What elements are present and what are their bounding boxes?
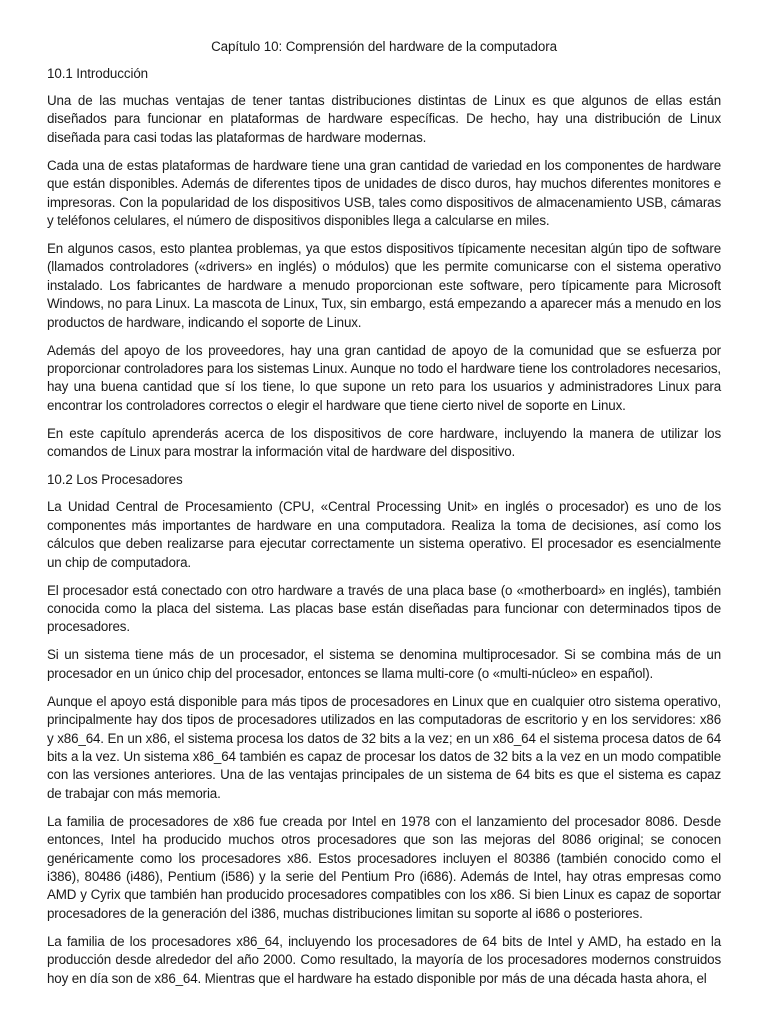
paragraph: Si un sistema tiene más de un procesador, el sistema se denomina multiprocesador. Si se combina más de un procesador en un único chip del procesador, entonces se llama multi-core (o «multi-núcleo» en español).: [47, 647, 721, 681]
paragraph: En este capítulo aprenderás acerca de los dispositivos de core hardware, incluyendo la manera de utilizar los comandos de Linux para mostrar la información vital de hardware del dispositivo.: [47, 425, 721, 460]
chapter-title: Capítulo 10: Comprensión del hardware de la computadora: [211, 39, 557, 54]
paragraph: Una de las muchas ventajas de tener tantas distribuciones distintas de Linux es que algunos de ellas están diseñados para funcionar en plataformas de hardware específicas. De hecho, hay una distribución de Linux diseñada para casi todas las plataformas de hardware modernas.: [47, 93, 721, 145]
document-page: [47, 38, 721, 998]
paragraph: El procesador está conectado con otro hardware a través de una placa base (o «motherboard» en inglés), también conocida como la placa del sistema. Las placas base están diseñadas para funcionar con determinados tipos de procesadores.: [47, 582, 721, 635]
paragraph: La familia de los procesadores x86_64, incluyendo los procesadores de 64 bits de Intel y AMD, ha estado en la producción desde alrededor del año 2000. Como resultado, la mayoría de los procesadores modernos construidos hoy en día son de x86_64. Mientras que el hardware ha estado disponible por más de una década hasta ahora, el: [47, 933, 721, 986]
paragraph: En algunos casos, esto plantea problemas, ya que estos dispositivos típicamente necesitan algún tipo de software (llamados controladores («drivers» en inglés) o módulos) que les permite comunicarse con el sistema operativo instalado. Los fabricantes de hardware a menudo proporcionan este software, pero típicamente para Microsoft Windows, no para Linux. La mascota de Linux, Tux, sin embargo, está empezando a aparecer más a menudo en los productos de hardware, indicando el soporte de Linux.: [47, 241, 721, 330]
section-heading-introduccion: 10.1 Introducción: [47, 66, 149, 81]
paragraph: Además del apoyo de los proveedores, hay una gran cantidad de apoyo de la comunidad que se esfuerza por proporcionar controladores para los sistemas Linux. Aunque no todo el hardware tiene los controladores necesarios, hay una buena cantidad que sí los tiene, lo que supone un reto para los usuarios y administradores Linux para encontrar los controladores correctos o elegir el hardware que tiene cierto nivel de soporte en Linux.: [47, 342, 721, 413]
paragraph: La familia de procesadores de x86 fue creada por Intel en 1978 con el lanzamiento del procesador 8086. Desde entonces, Intel ha producido muchos otros procesadores que son las mejoras del 8086 original; se conocen genéricamente como los procesadores x86. Estos procesadores incluyen el 80386 (también conocido como el i386), 80486 (i486), Pentium (i586) y la serie del Pentium Pro (i686). Además de Intel, hay otras empresas como AMD y Cyrix que también han producido procesadores compatibles con los x86. Si bien Linux es capaz de soportar procesadores de la generación del i386, muchas distribuciones limitan su soporte al i686 o posteriores.: [47, 813, 721, 921]
paragraph: La Unidad Central de Procesamiento (CPU, «Central Processing Unit» en inglés o procesador) es uno de los componentes más importantes de hardware en una computadora. Realiza la toma de decisiones, así como los cálculos que deben realizarse para ejecutar correctamente un sistema operativo. El procesador es esencialmente un chip de computadora.: [47, 499, 721, 570]
paragraph: Cada una de estas plataformas de hardware tiene una gran cantidad de variedad en los componentes de hardware que están disponibles. Además de diferentes tipos de unidades de disco duros, hay muchos diferentes monitores e impresoras. Con la popularidad de los dispositivos USB, tales como dispositivos de almacenamiento USB, cámaras y teléfonos celulares, el número de dispositivos disponibles llega a calcularse en miles.: [47, 157, 721, 229]
section-heading-procesadores: 10.2 Los Procesadores: [47, 472, 183, 488]
paragraph: Aunque el apoyo está disponible para más tipos de procesadores en Linux que en cualquier otro sistema operativo, principalmente hay dos tipos de procesadores utilizados en las computadoras de escritorio y en los servidores: x86 y x86_64. En un x86, el sistema procesa los datos de 32 bits a la vez; en un x86_64 el sistema procesa datos de 64 bits a la vez. Un sistema x86_64 también es capaz de procesar los datos de 32 bits a la vez en un modo compatible con las versiones anteriores. Una de las ventajas principales de un sistema de 64 bits es que el sistema es capaz de trabajar con más memoria.: [47, 693, 721, 801]
